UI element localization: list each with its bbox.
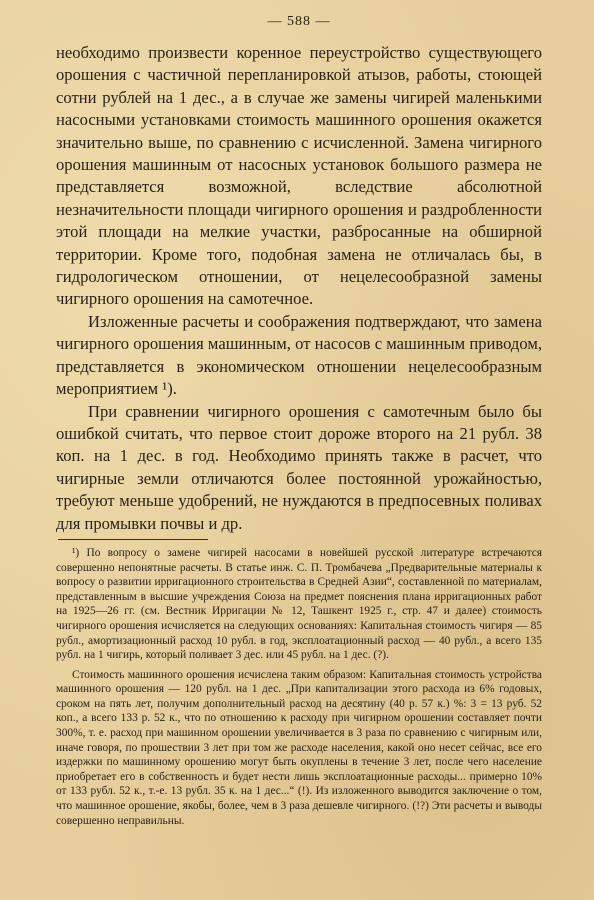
main-text (56, 42, 542, 535)
footnote: ¹) По вопросу о замене чигирей насосами в новейшей русской литературе встречаются совершенно непонятные расчеты. В статье инж. С. П. Тромбачева „Предварительные материалы к вопросу о развитии ирригационного строительства в Средней Азии“, составленной по материалам, представленным в высшие учреждения Союза на предмет пояснения плана ирригационных работ на 1925—26 гг. (см. Вестник Ирригации № 12, Ташкент 1925 г., стр. 47 и далее) стоимость чигирного орошения исчисляется на следующих основаниях: Капитальная стоимость чигиря — 85 рубл., амортизационный расход 10 рубл. в год, эксплоатационный расход — 40 рубл., а всего 135 рубл. на 1 чигирь, который поливает 3 дес. или 45 рубл. на 1 дес. (?). (56, 546, 542, 662)
footnote-divider (58, 539, 208, 540)
page-number: — 588 — (267, 14, 331, 29)
paragraph: необходимо произвести коренное переустройство существующего орошения с частичной перепланировкой атызов, работы, стоющей сотни рублей на 1 дес., а в случае же замены чигирей маленькими насосными установками стоимость машинного орошения окажется значительно выше, по сравнению с исчисленной. Замена чигирного орошения машинным от насосных установок большого размера не представляется возможной, вследствие абсолютной незначительности площади чигирного орошения и раздробленности этой площади на мелкие участки, разбросанные на обширной территории. Кроме того, подобная замена не отличалась бы, в гидрологическом отношении, от нецелесообразной замены чигирного орошения на самотечное. (56, 43, 542, 309)
footnote: Стоимость машинного орошения исчислена таким образом: Капитальная стоимость устройства машинного орошения — 120 рубл. на 1 дес. „При капитализации этого расхода из 6% годовых, сроком на пять лет, получим дополнительный расход на десятину (40 р. 57 к.) %: 3 = 13 руб. 52 коп., а всего 133 р. 52 к., что по отношению к расходу при чигирном орошении составляет почти 300%, т. е. расход при машинном орошении увеличивается в 3 раза по сравнению с чигирным или, иначе говоря, по прошествии 3 лет при том же расходе населения, какой оно несет сейчас, все его издержки по машинному орошению могут быть окуплены в течение 3 лет, после чего население приобретает его в собственность и будет нести лишь эксплоатационные расходы... примерно 10% от 133 рубл. 52 к., т.-е. 13 рубл. 35 к. на 1 дес...“ (!). Из изложенного выводится заключение о том, что машинное орошение, якобы, более, чем в 3 раза дешевле чигирного. (!?) Эти расчеты и выводы совершенно неправильны. (56, 668, 542, 827)
paragraph: При сравнении чигирного орошения с самотечным было бы ошибкой считать, что первое стоит дороже второго на 21 рубл. 38 коп. на 1 дес. в год. Необходимо принять также в расчет, что чигирные земли отличаются более постоянной урожайностью, требуют меньше удобрений, не нуждаются в предпосевных поливах для промывки почвы и др. (56, 401, 542, 533)
footnotes (56, 546, 542, 828)
paragraph: Изложенные расчеты и соображения подтверждают, что замена чигирного орошения машинным, от насосов с машинным приводом, представляется в экономическом отношении нецелесообразным мероприятием ¹). (56, 311, 542, 399)
